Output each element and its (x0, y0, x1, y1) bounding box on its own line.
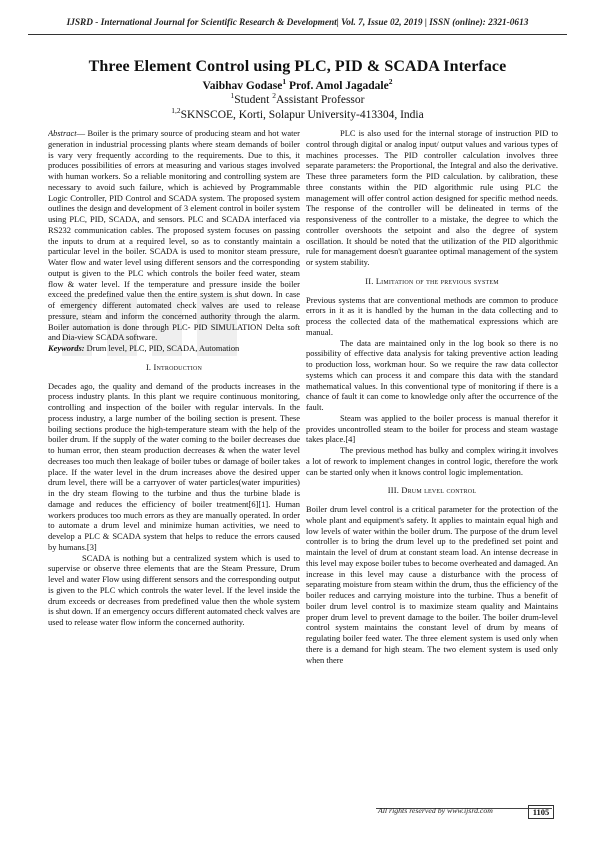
header-rule (28, 34, 567, 35)
keywords-paragraph (48, 343, 300, 354)
author-superscript: 2 (388, 77, 393, 87)
institution-superscript: 1,2 (171, 106, 181, 116)
section-title: Drum level control (401, 486, 477, 496)
page-number: 1105 (528, 805, 554, 819)
author-role: Assistant Professor (275, 94, 365, 106)
role-superscript: 2 (272, 91, 276, 101)
body-paragraph: The data are maintained only in the log book so there is no possibility of effective data analysis for taking preventive action leading to production loss, workman hour. So we require the raw data collector systems which can process it and compare this data with the standard mathematical values. In this conventional type of monitoring if there is a chance of fault it can come to knowledge only after the occurrence of the fault. (306, 337, 558, 412)
author-line (0, 77, 595, 92)
section-heading-introduction (48, 363, 300, 374)
author-name: Prof. Amol Jagadale (286, 80, 389, 92)
footer-rights: All rights reserved by www.ijsrd.com (378, 806, 493, 815)
keywords-label: Keywords: (48, 343, 85, 353)
body-paragraph: Decades ago, the quality and demand of the products increases in the process industry plants. In this plant we require continuous monitoring, controlling and inspection of the boiler with regular intervals. In the process industry, a large number of the boiling section is present. These boiling sections produce the high-temperature steam with the help of the boiler drum. If the supply of the water coming to the boiler decreases due to human error, then steam production decreases & when the water level decreases too much then leakage of boiler tubes or damage of boiler takes place. If the water level in the drum increases above the desired upper drum level, there will be a carryover of water particles(water impurities) in the dry steam flowing to the turbine and thus the turbine blade is damage and reduces the efficiency of boiler treatment[6][1]. Human workers produces too much errors as they are manually operated. In order to automate a drum level and minimize human activities, we need to develop a PLC & SCADA system that helps to reduce the errors caused by humans.[3] (48, 380, 300, 552)
author-roles (0, 91, 595, 106)
section-heading-drum-level (306, 486, 558, 497)
author-role: Student (234, 94, 273, 106)
section-number: II. (365, 276, 376, 286)
section-number: I. (145, 362, 154, 372)
author-name: Vaibhav Godase (202, 80, 283, 92)
body-paragraph: PLC is also used for the internal storage of instruction PID to control through digital or analog input/ output values and various types of machines processes. The PID controller calculation involves three separate parameters: the Proportional, the Integral and also the derivative. These three parameters form the PID calculation. by calibration, these three constants within the PID algorithmic rule using PLC the management will offer control action designed for specific method needs. The response of the controller will be delineated in terms of the responsiveness of the controller to a mistake, the degree to which the controller overshoots the setpoint and also the degree of system oscillation. It should be noted that the utilization of the PID algorithmic rule for management doesn't guarantee optimal management of the system or system stability. (306, 128, 558, 267)
section-number: III. (387, 486, 402, 496)
abstract-paragraph (48, 128, 300, 343)
body-paragraph: Steam was applied to the boiler process is manual therefor it provides uncontrolled steam to the boiler for process and steam wastage takes place.[4] (306, 412, 558, 445)
abstract-label: Abstract (48, 128, 77, 138)
author-superscript: 1 (282, 77, 287, 87)
section-title: Limitation of the previous system (375, 276, 499, 286)
body-paragraph: Previous systems that are conventional methods are common to produce errors in it as it is handled by the human in the data collecting and to process the collected data of the mathematical expressions which are manual. (306, 294, 558, 337)
journal-header: IJSRD - International Journal for Scientific Research & Development| Vol. 7, Issue 02, 2019 | ISSN (online): 2321-0613 (66, 18, 529, 28)
institution-name: SKNSCOE, Korti, Solapur University-413304, India (180, 109, 424, 121)
abstract-dash: — (76, 128, 88, 138)
body-paragraph: The previous method has bulky and complex wiring.it involves a lot of rework to implement changes in control logic, therefore the work can be started only when it knows control logic implementation. (306, 445, 558, 477)
section-title: Introduction (153, 362, 203, 372)
left-column (48, 128, 300, 768)
body-paragraph: Boiler drum level control is a critical parameter for the protection of the whole plant and equipment's safety. It applies to maintain equal high and low levels of water within the boiler drum. The purpose of the drum level controller is to bring the drum level up to the predefined set point and maintain the level of drum at constant steam load. An intense decrease in this level may expose boiler tubes to become overheated and damaged. An increase in this level may cause a disturbance with the process of separating moisture from steam within the drum, thus the efficiency of the boiler reduces and carrying moisture into the turbine. Thus a benefit of boiler drum level control is to maximize steam quality and Maintains proper drum level to prevent damage to the boiler. The boiler drum-level control system maintains the constant level of drum by means of regulating boiler feed water. The three element system is used only when there is a demand for high steam. The two element system is used only when there (306, 504, 558, 665)
role-superscript: 1 (230, 91, 235, 101)
paper-title: Three Element Control using PLC, PID & SCADA Interface (88, 58, 507, 75)
right-column (306, 128, 558, 768)
section-heading-limitation (306, 277, 558, 288)
body-paragraph: SCADA is nothing but a centralized system which is used to supervise or observe three elements that are the Steam Pressure, Drum level and water Flow using different sensors and the corresponding output is given to the PLC which controls the water level. If the level inside the drum exceeds or decreases from predefined value then the whole system is shut down. If an emergency occurs different automated check valves are used to release water flow inform the concerned authority. (48, 552, 300, 627)
author-institution (0, 106, 595, 121)
keywords-text: Drum level, PLC, PID, SCADA, Automation (84, 343, 240, 353)
abstract-text: Boiler is the primary source of producing steam and hot water generation in industrial processing plants where steam demands of boiler is vary very frequently according to the requirements. Due to this, it produces possibilities of errors at measuring and various stages involved with human workers. So a reliable monitoring and controlling system are necessary to avoid such failure, which is achieved by Programmable Logic Controller, PID Control and SCADA system. The proposed system outlines the design and development of 3 element control in boiler system using PLC, PID, SCADA, and sensors. PLC and SCADA interfaced via RS232 communication cables. The proposed system focuses on passing the inputs to drum at a required level, so as to constantly maintain a particular level in the boiler. SCADA is used to monitor steam pressure, Water flow and water level using different sensors and the corresponding output is given to the PLC which controls the boiler feed water, steam flow & water level. If the temperature and pressure inside the boiler exceed the predefined value then the entire system is shut down. In case of emergency different automated check valves are used to release pressure, steam and inform the concerned authority through the alarm. Boiler automation is done through PLC- PID SIMULATION Delta soft and Dia-view SCADA software. (48, 128, 300, 343)
